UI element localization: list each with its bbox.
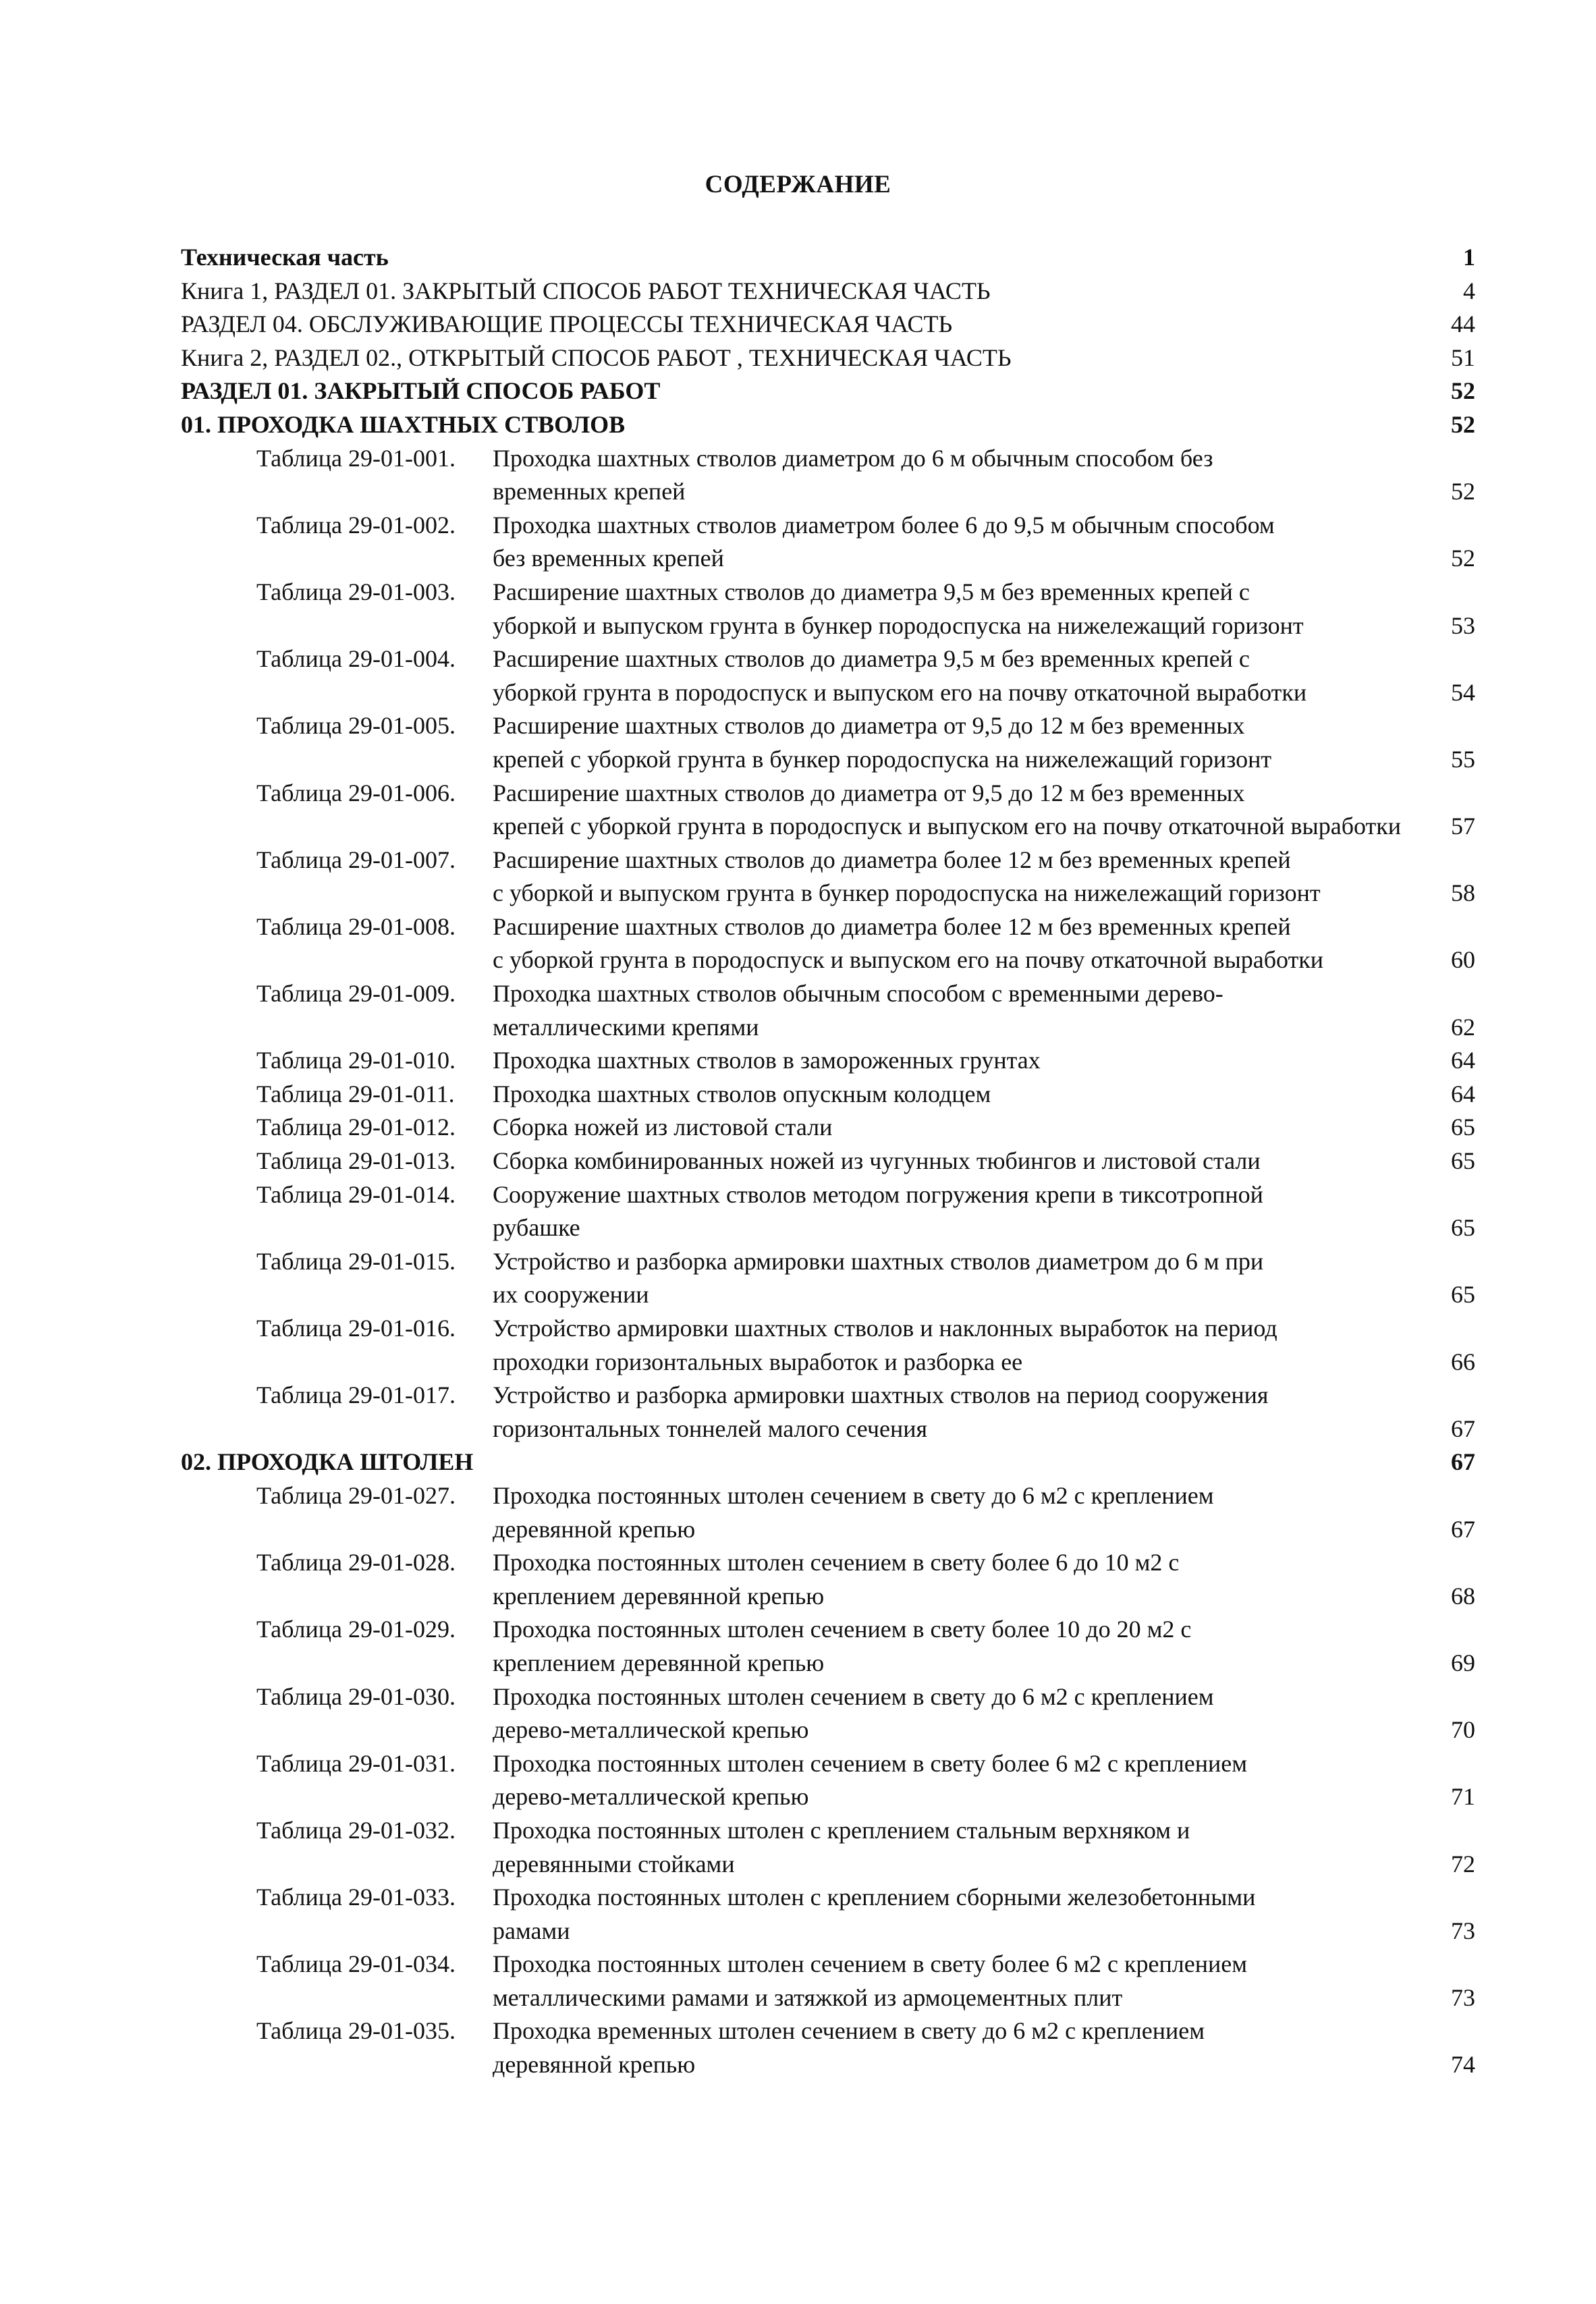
toc-table-number: Таблица 29-01-031. xyxy=(256,1749,456,1777)
toc-table-description: Устройство армировки шахтных стволов и наклонных выработок на период xyxy=(493,1315,1277,1342)
toc-page-number: 68 xyxy=(1451,1582,1475,1610)
toc-table-entry-continuation[interactable] xyxy=(181,1346,1475,1379)
toc-table-entry[interactable] xyxy=(181,1178,1475,1212)
toc-section-title: 01. ПРОХОДКА ШАХТНЫХ СТВОЛОВ xyxy=(181,410,626,438)
toc-table-description: Проходка шахтных стволов диаметром до 6 м обычным способом без xyxy=(493,444,1213,472)
toc-table-description: Сборка комбинированных ножей из чугунных тюбингов и листовой стали xyxy=(493,1147,1261,1175)
toc-table-number: Таблица 29-01-004. xyxy=(256,645,456,673)
toc-section-entry[interactable] xyxy=(181,1446,1475,1479)
toc-table-entry[interactable] xyxy=(181,1881,1475,1915)
toc-table-entry-continuation[interactable] xyxy=(181,1780,1475,1814)
toc-table-description: Проходка шахтных стволов опускным колодцем xyxy=(493,1080,991,1107)
toc-section-entry[interactable] xyxy=(181,241,1475,275)
toc-table-entry-continuation[interactable] xyxy=(181,542,1475,576)
toc-section-title: Техническая часть xyxy=(181,244,389,271)
toc-section-entry[interactable] xyxy=(181,375,1475,408)
toc-table-description: Проходка шахтных стволов обычным способом с временными дерево- xyxy=(493,980,1223,1008)
toc-table-number: Таблица 29-01-016. xyxy=(256,1315,456,1342)
toc-table-number: Таблица 29-01-033. xyxy=(256,1884,456,1911)
toc-table-entry-continuation[interactable] xyxy=(181,1412,1475,1446)
toc-page-number: 74 xyxy=(1451,2051,1475,2079)
toc-table-description: металлическими рамами и затяжкой из армоцементных плит xyxy=(493,1983,1123,2011)
toc-table-description: Проходка шахтных стволов диаметром более 6 до 9,5 м обычным способом xyxy=(493,511,1275,539)
toc-page-number: 71 xyxy=(1451,1783,1475,1811)
toc-page-number: 70 xyxy=(1451,1716,1475,1744)
toc-table-number: Таблица 29-01-035. xyxy=(256,2017,456,2045)
toc-page-number: 57 xyxy=(1451,813,1475,840)
toc-table-number: Таблица 29-01-006. xyxy=(256,779,456,806)
toc-table-entry[interactable] xyxy=(181,1245,1475,1279)
toc-section-title: РАЗДЕЛ 04. ОБСЛУЖИВАЮЩИЕ ПРОЦЕССЫ ТЕХНИЧЕСКАЯ ЧАСТЬ xyxy=(181,310,953,338)
toc-table-description: с уборкой и выпуском грунта в бункер породоспуска на нижележащий горизонт xyxy=(493,879,1321,907)
toc-page-number: 44 xyxy=(1451,310,1475,338)
toc-table-number: Таблица 29-01-013. xyxy=(256,1147,456,1175)
toc-section-entry[interactable] xyxy=(181,275,1475,308)
toc-table-description: деревянной крепью xyxy=(493,1515,696,1543)
toc-table-number: Таблица 29-01-027. xyxy=(256,1481,456,1509)
toc-table-entry[interactable] xyxy=(181,1078,1475,1112)
toc-page-number: 73 xyxy=(1451,1917,1475,1944)
toc-table-description: Проходка постоянных штолен сечением в свету более 6 до 10 м2 с xyxy=(493,1549,1180,1576)
toc-table-description: рубашке xyxy=(493,1214,580,1242)
toc-table-description: Сооружение шахтных стволов методом погружения крепи в тиксотропной xyxy=(493,1180,1263,1208)
toc-table-description: Проходка шахтных стволов в замороженных грунтах xyxy=(493,1047,1041,1074)
toc-table-number: Таблица 29-01-010. xyxy=(256,1047,456,1074)
toc-table-entry-continuation[interactable] xyxy=(181,475,1475,509)
toc-table-description: проходки горизонтальных выработок и разборка ее xyxy=(493,1348,1023,1375)
toc-table-entry[interactable] xyxy=(181,1814,1475,1848)
toc-page-number: 67 xyxy=(1451,1515,1475,1543)
toc-table-description: Расширение шахтных стволов до диаметра более 12 м без временных крепей xyxy=(493,846,1291,873)
toc-table-description: Проходка постоянных штолен с креплением стальным верхняком и xyxy=(493,1816,1190,1844)
toc-table-description: с уборкой грунта в породоспуск и выпуском его на почву откаточной выработки xyxy=(493,946,1324,974)
toc-table-description: Устройство и разборка армировки шахтных стволов диаметром до 6 м при xyxy=(493,1247,1264,1275)
toc-table-entry[interactable] xyxy=(181,777,1475,811)
toc-table-entry-continuation[interactable] xyxy=(181,1915,1475,1948)
toc-table-description: рамами xyxy=(493,1917,570,1944)
toc-table-number: Таблица 29-01-011. xyxy=(256,1080,455,1107)
toc-table-description: Расширение шахтных стволов до диаметра более 12 м без временных крепей xyxy=(493,912,1291,940)
toc-table-number: Таблица 29-01-012. xyxy=(256,1114,456,1141)
toc-page-number: 53 xyxy=(1451,611,1475,639)
toc-table-description: Проходка постоянных штолен сечением в свету более 6 м2 с креплением xyxy=(493,1950,1248,1978)
toc-table-entry[interactable] xyxy=(181,642,1475,676)
toc-table-description: временных крепей xyxy=(493,478,686,505)
toc-table-entry[interactable] xyxy=(181,1613,1475,1647)
toc-table-entry[interactable] xyxy=(181,2014,1475,2048)
toc-table-entry-continuation[interactable] xyxy=(181,1011,1475,1045)
toc-page-number: 52 xyxy=(1451,377,1475,405)
toc-table-entry[interactable] xyxy=(181,1546,1475,1580)
page-title: СОДЕРЖАНИЕ xyxy=(705,171,891,198)
toc-table-description: горизонтальных тоннелей малого сечения xyxy=(493,1415,928,1442)
toc-table-entry[interactable] xyxy=(181,1145,1475,1178)
toc-table-entry-continuation[interactable] xyxy=(181,1278,1475,1312)
toc-page-number: 54 xyxy=(1451,678,1475,706)
toc-table-description: креплением деревянной крепью xyxy=(493,1649,825,1676)
toc-table-description: деревянными стойками xyxy=(493,1850,735,1877)
toc-page-number: 65 xyxy=(1451,1281,1475,1309)
toc-page-number: 65 xyxy=(1451,1214,1475,1242)
toc-page-number: 60 xyxy=(1451,946,1475,974)
toc-table-number: Таблица 29-01-029. xyxy=(256,1616,456,1643)
toc-table-description: крепей с уборкой грунта в породоспуск и выпуском его на почву откаточной выработки xyxy=(493,813,1402,840)
toc-table-number: Таблица 29-01-003. xyxy=(256,578,456,605)
toc-table-description: Расширение шахтных стволов до диаметра 9,5 м без временных крепей с xyxy=(493,578,1250,605)
toc-table-number: Таблица 29-01-008. xyxy=(256,912,456,940)
toc-table-number: Таблица 29-01-030. xyxy=(256,1682,456,1710)
toc-table-entry[interactable] xyxy=(181,844,1475,877)
toc-table-number: Таблица 29-01-014. xyxy=(256,1180,456,1208)
toc-page-number: 67 xyxy=(1451,1448,1475,1476)
toc-page-number: 73 xyxy=(1451,1983,1475,2011)
toc-page-number: 64 xyxy=(1451,1047,1475,1074)
toc-page-number: 58 xyxy=(1451,879,1475,907)
toc-page-number: 66 xyxy=(1451,1348,1475,1375)
toc-section-entry[interactable] xyxy=(181,408,1475,442)
toc-table-number: Таблица 29-01-028. xyxy=(256,1549,456,1576)
toc-table-entry-continuation[interactable] xyxy=(181,1580,1475,1614)
toc-table-entry[interactable] xyxy=(181,977,1475,1011)
toc-section-title: Книга 1, РАЗДЕЛ 01. ЗАКРЫТЫЙ СПОСОБ РАБОТ ТЕХНИЧЕСКАЯ ЧАСТЬ xyxy=(181,277,991,304)
toc-section-title: РАЗДЕЛ 01. ЗАКРЫТЫЙ СПОСОБ РАБОТ xyxy=(181,377,661,405)
toc-table-number: Таблица 29-01-009. xyxy=(256,980,456,1008)
toc-table-description: Расширение шахтных стволов до диаметра 9,5 м без временных крепей с xyxy=(493,645,1250,673)
toc-page-number: 64 xyxy=(1451,1080,1475,1107)
toc-page-number: 1 xyxy=(1463,244,1475,271)
toc-table-entry[interactable] xyxy=(181,509,1475,543)
toc-page-number: 65 xyxy=(1451,1147,1475,1175)
toc-table-number: Таблица 29-01-032. xyxy=(256,1816,456,1844)
toc-table-number: Таблица 29-01-034. xyxy=(256,1950,456,1978)
toc-table-entry-continuation[interactable] xyxy=(181,1713,1475,1747)
toc-page-number: 72 xyxy=(1451,1850,1475,1877)
toc-section-entry[interactable] xyxy=(181,341,1475,375)
toc-table-entry-continuation[interactable] xyxy=(181,877,1475,910)
toc-table-number: Таблица 29-01-005. xyxy=(256,712,456,740)
toc-table-description: уборкой грунта в породоспуск и выпуском его на почву откаточной выработки xyxy=(493,678,1307,706)
toc-table-description: Расширение шахтных стволов до диаметра от 9,5 до 12 м без временных xyxy=(493,712,1245,740)
toc-table-entry[interactable] xyxy=(181,576,1475,609)
toc-table-description: крепей с уборкой грунта в бункер породоспуска на нижележащий горизонт xyxy=(493,745,1272,773)
toc-table-description: без временных крепей xyxy=(493,545,724,572)
toc-table-entry[interactable] xyxy=(181,1111,1475,1145)
toc-table-number: Таблица 29-01-002. xyxy=(256,511,456,539)
toc-table-number: Таблица 29-01-007. xyxy=(256,846,456,873)
toc-page-number: 52 xyxy=(1451,478,1475,505)
toc-page-number: 4 xyxy=(1463,277,1475,304)
toc-table-entry[interactable] xyxy=(181,1948,1475,1981)
toc-table-entry[interactable] xyxy=(181,1747,1475,1781)
toc-page-number: 65 xyxy=(1451,1114,1475,1141)
toc-table-description: дерево-металлической крепью xyxy=(493,1783,809,1811)
toc-table-entry[interactable] xyxy=(181,442,1475,476)
toc-table-entry-continuation[interactable] xyxy=(181,1513,1475,1547)
toc-table-description: Устройство и разборка армировки шахтных стволов на период сооружения xyxy=(493,1381,1269,1409)
toc-section-entry[interactable] xyxy=(181,308,1475,341)
toc-page-number: 69 xyxy=(1451,1649,1475,1676)
toc-table-entry[interactable] xyxy=(181,1312,1475,1346)
toc-page-number: 67 xyxy=(1451,1415,1475,1442)
toc-page-number: 51 xyxy=(1451,344,1475,371)
toc-table-entry-continuation[interactable] xyxy=(181,609,1475,643)
toc-table-description: уборкой и выпуском грунта в бункер породоспуска на нижележащий горизонт xyxy=(493,611,1304,639)
toc-table-description: металлическими крепями xyxy=(493,1013,759,1041)
toc-table-entry-continuation[interactable] xyxy=(181,1848,1475,1882)
toc-table-entry-continuation[interactable] xyxy=(181,1211,1475,1245)
toc-table-entry[interactable] xyxy=(181,1044,1475,1078)
toc-table-description: креплением деревянной крепью xyxy=(493,1582,825,1610)
toc-table-number: Таблица 29-01-001. xyxy=(256,444,456,472)
toc-table-description: Сборка ножей из листовой стали xyxy=(493,1114,833,1141)
toc-table-entry-continuation[interactable] xyxy=(181,676,1475,710)
toc-table-entry[interactable] xyxy=(181,709,1475,743)
toc-table-entry-continuation[interactable] xyxy=(181,1981,1475,2015)
toc-table-entry[interactable] xyxy=(181,1680,1475,1714)
toc-table-number: Таблица 29-01-015. xyxy=(256,1247,456,1275)
toc-table-entry[interactable] xyxy=(181,1379,1475,1412)
toc-page-number: 55 xyxy=(1451,745,1475,773)
toc-table-entry-continuation[interactable] xyxy=(181,743,1475,777)
toc-table-entry[interactable] xyxy=(181,910,1475,944)
toc-section-title: Книга 2, РАЗДЕЛ 02., ОТКРЫТЫЙ СПОСОБ РАБОТ , ТЕХНИЧЕСКАЯ ЧАСТЬ xyxy=(181,344,1012,371)
toc-table-description: Проходка постоянных штолен сечением в свету более 10 до 20 м2 с xyxy=(493,1616,1192,1643)
toc-table-description: их сооружении xyxy=(493,1281,649,1309)
toc-section-title: 02. ПРОХОДКА ШТОЛЕН xyxy=(181,1448,474,1476)
toc-table-entry-continuation[interactable] xyxy=(181,1647,1475,1680)
toc-table-description: Проходка временных штолен сечением в свету до 6 м2 с креплением xyxy=(493,2017,1205,2045)
toc-table-description: Проходка постоянных штолен сечением в свету более 6 м2 с креплением xyxy=(493,1749,1248,1777)
toc-table-description: Проходка постоянных штолен с креплением сборными железобетонными xyxy=(493,1884,1256,1911)
toc-table-entry-continuation[interactable] xyxy=(181,943,1475,977)
toc-table-description: дерево-металлической крепью xyxy=(493,1716,809,1744)
toc-table-description: деревянной крепью xyxy=(493,2051,696,2079)
toc-table-entry[interactable] xyxy=(181,1479,1475,1513)
toc-table-entry-continuation[interactable] xyxy=(181,2048,1475,2082)
table-of-contents xyxy=(181,241,1475,2082)
toc-page-number: 52 xyxy=(1451,410,1475,438)
toc-table-number: Таблица 29-01-017. xyxy=(256,1381,456,1409)
toc-table-description: Проходка постоянных штолен сечением в свету до 6 м2 с креплением xyxy=(493,1682,1214,1710)
toc-page-number: 62 xyxy=(1451,1013,1475,1041)
toc-table-description: Расширение шахтных стволов до диаметра от 9,5 до 12 м без временных xyxy=(493,779,1245,806)
toc-table-entry-continuation[interactable] xyxy=(181,810,1475,844)
toc-table-description: Проходка постоянных штолен сечением в свету до 6 м2 с креплением xyxy=(493,1481,1214,1509)
toc-page-number: 52 xyxy=(1451,545,1475,572)
